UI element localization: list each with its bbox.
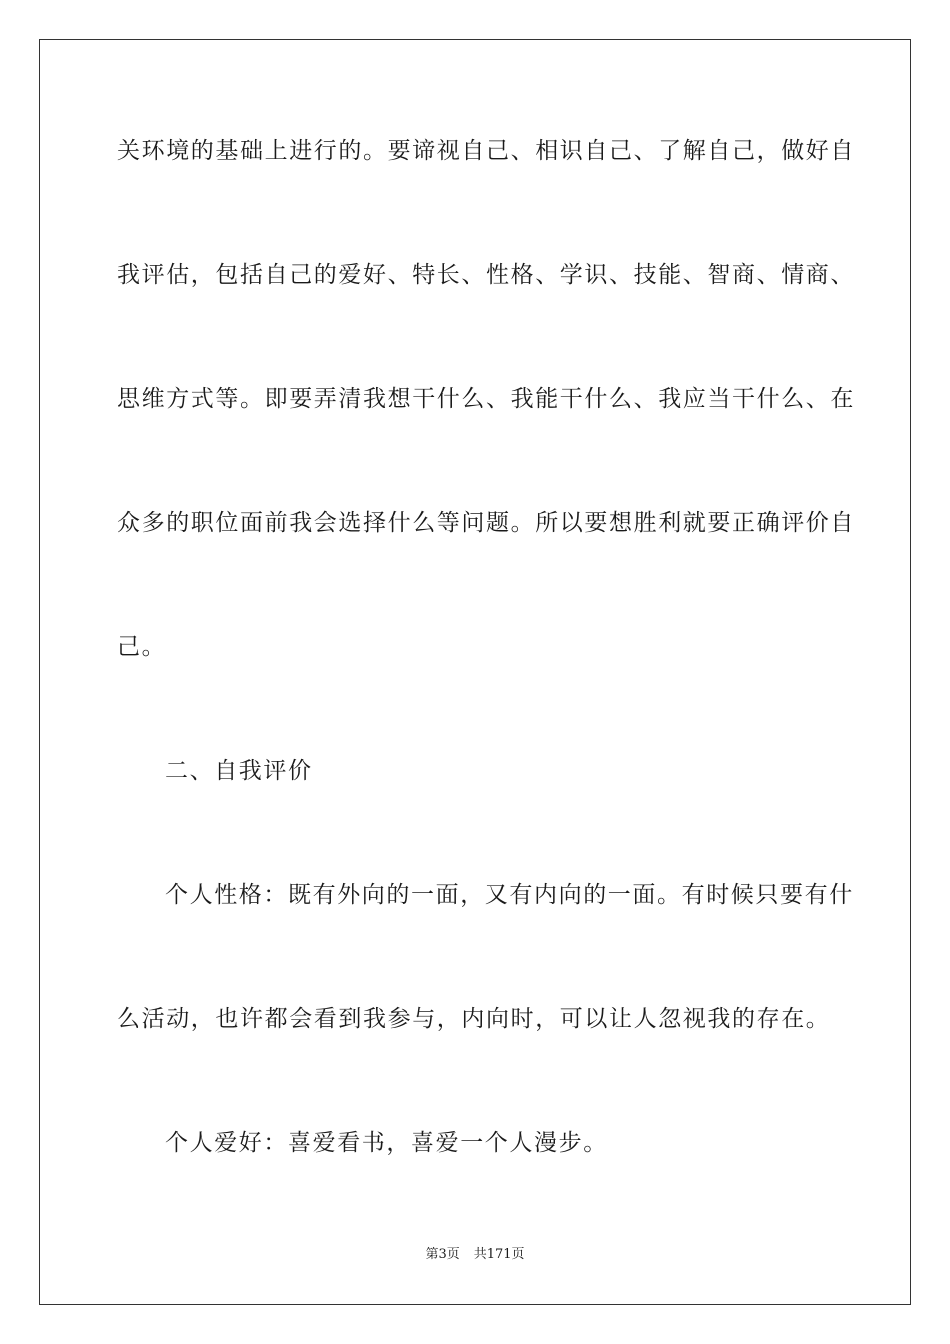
paragraph-line-5: 己。 <box>117 634 167 660</box>
paragraph-line-2: 我评估，包括自己的爱好、特长、性格、学识、技能、智商、情商、 <box>117 262 855 288</box>
page-number: 第3页 <box>425 1247 460 1262</box>
page-border <box>39 39 911 1305</box>
page-footer <box>0 1246 950 1264</box>
section-heading: 二、自我评价 <box>165 758 313 784</box>
hobby-line: 个人爱好：喜爱看书，喜爱一个人漫步。 <box>165 1130 608 1156</box>
personality-line-2: 么活动，也许都会看到我参与，内向时，可以让人忽视我的存在。 <box>117 1006 831 1032</box>
total-pages: 共171页 <box>473 1247 525 1262</box>
paragraph-line-4: 众多的职位面前我会选择什么等问题。所以要想胜利就要正确评价自 <box>117 510 855 536</box>
paragraph-line-3: 思维方式等。即要弄清我想干什么、我能干什么、我应当干什么、在 <box>117 386 855 412</box>
paragraph-line-1: 关环境的基础上进行的。要谛视自己、相识自己、了解自己，做好自 <box>117 138 855 164</box>
personality-line-1: 个人性格：既有外向的一面，又有内向的一面。有时候只要有什 <box>165 882 854 908</box>
